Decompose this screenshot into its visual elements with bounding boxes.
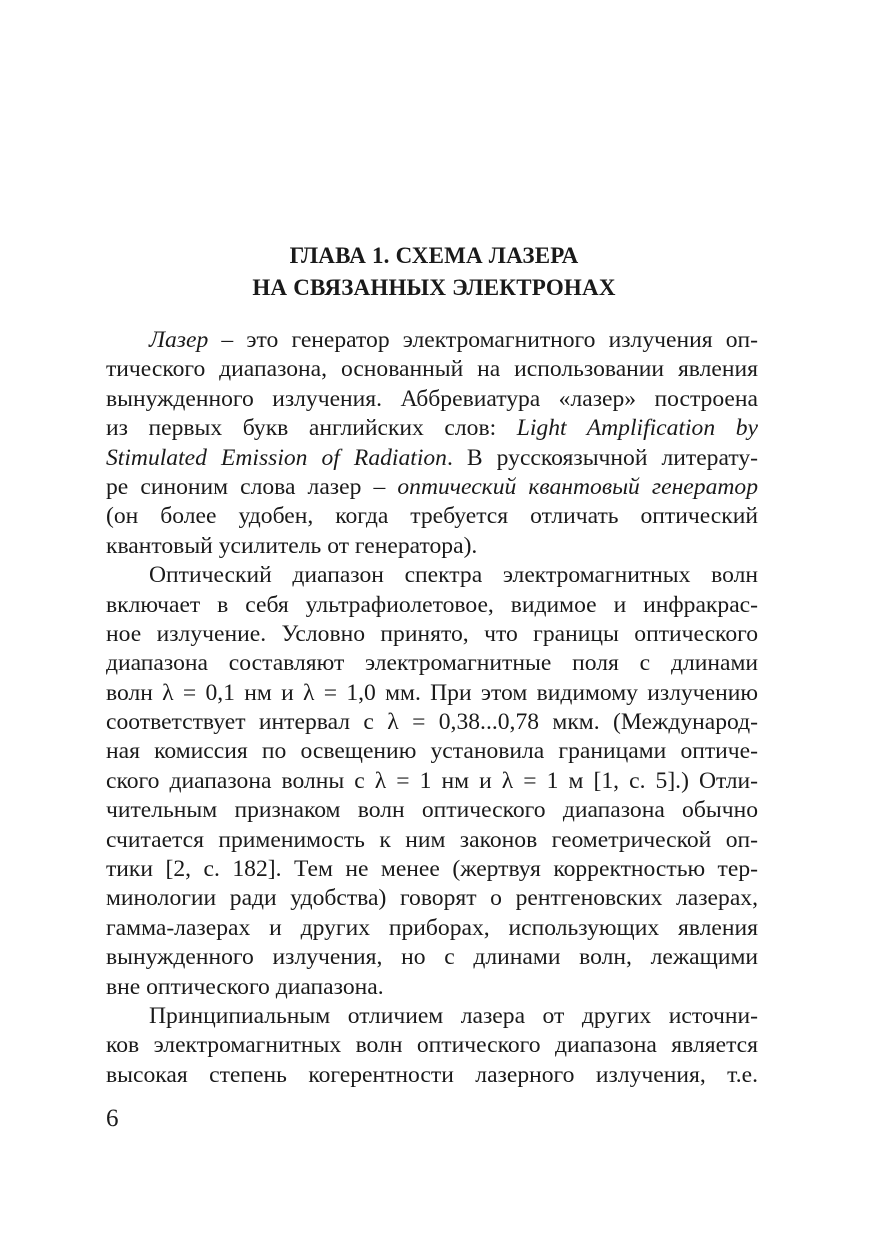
paragraph-line: волн λ = 0,1 нм и λ = 1,0 мм. При этом видимому излучению xyxy=(106,679,758,706)
paragraph-line xyxy=(106,414,758,443)
paragraph-line xyxy=(106,326,758,355)
paragraph-line: ского диапазона волны с λ = 1 нм и λ = 1 м [1, с. 5].) Отли- xyxy=(106,767,758,794)
paragraph-line: ная комиссия по освещению установила границами оптиче- xyxy=(106,738,758,765)
paragraph-line: высокая степень когерентности лазерного излучения, т.е. xyxy=(106,1061,758,1088)
paragraph-line: чительным признаком волн оптического диапазона обычно xyxy=(106,797,758,824)
paragraph-line: Принципиальным отличием лазера от других источни- xyxy=(149,1002,758,1029)
paragraph-line: диапазона составляют электромагнитные поля с длинами xyxy=(106,650,758,677)
paragraph-line: вне оптического диапазона. xyxy=(106,973,384,1000)
text-run: из первых букв английских слов: xyxy=(106,415,517,442)
paragraph-3 xyxy=(106,1002,758,1090)
paragraph-line: минологии ради удобства) говорят о рентгеновских лазерах, xyxy=(106,885,758,912)
paragraph-line: включает в себя ультрафиолетовое, видимое и инфракрас- xyxy=(106,591,758,618)
paragraph-line: считается применимость к ним законов геометрической оп- xyxy=(106,826,758,853)
paragraph-line: ков электромагнитных волн оптического диапазона является xyxy=(106,1032,758,1059)
paragraph-line: тики [2, с. 182]. Тем не менее (жертвуя корректностью тер- xyxy=(106,856,758,883)
text-run: ре синоним слова лазер – xyxy=(106,473,398,500)
chapter-title-line-2: НА СВЯЗАННЫХ ЭЛЕКТРОНАХ xyxy=(252,275,616,300)
italic-term: Лазер xyxy=(149,327,209,353)
paragraph-1 xyxy=(106,326,758,561)
chapter-title xyxy=(106,240,762,304)
paragraph-line xyxy=(106,444,758,473)
italic-term: Stimulated Emission of Radiation xyxy=(106,444,447,471)
chapter-title-line-1: ГЛАВА 1. СХЕМА ЛАЗЕРА xyxy=(289,243,579,268)
paragraph-line: вынужденного излучения, но с длинами волн, лежащими xyxy=(106,944,758,971)
text-run: . В русскоязычной литерату- xyxy=(446,444,758,471)
paragraph-line: Оптический диапазон спектра электромагнитных волн xyxy=(149,562,758,589)
paragraph-line: соответствует интервал с λ = 0,38...0,78 мкм. (Международ- xyxy=(106,709,758,736)
text-run: – это генератор электромагнитного излучения оп- xyxy=(208,327,758,353)
paragraph-line: квантовый усилитель от генератора). xyxy=(106,532,478,559)
paragraph-line: вынужденного излучения. Аббревиатура «лазер» построена xyxy=(106,385,758,412)
paragraph-line: тического диапазона, основанный на использовании явления xyxy=(106,356,758,383)
body-text xyxy=(106,326,758,1090)
paragraph-line: ное излучение. Условно принято, что границы оптического xyxy=(106,620,758,647)
italic-term: оптический квантовый генератор xyxy=(397,473,758,500)
page-number: 6 xyxy=(106,1105,119,1132)
paragraph-line: гамма-лазерах и других приборах, использующих явления xyxy=(106,914,758,941)
paragraph-2 xyxy=(106,561,758,1002)
paragraph-line: (он более удобен, когда требуется отличать оптический xyxy=(106,503,758,530)
italic-term: Light Amplification by xyxy=(516,415,759,442)
paragraph-line xyxy=(106,473,758,502)
